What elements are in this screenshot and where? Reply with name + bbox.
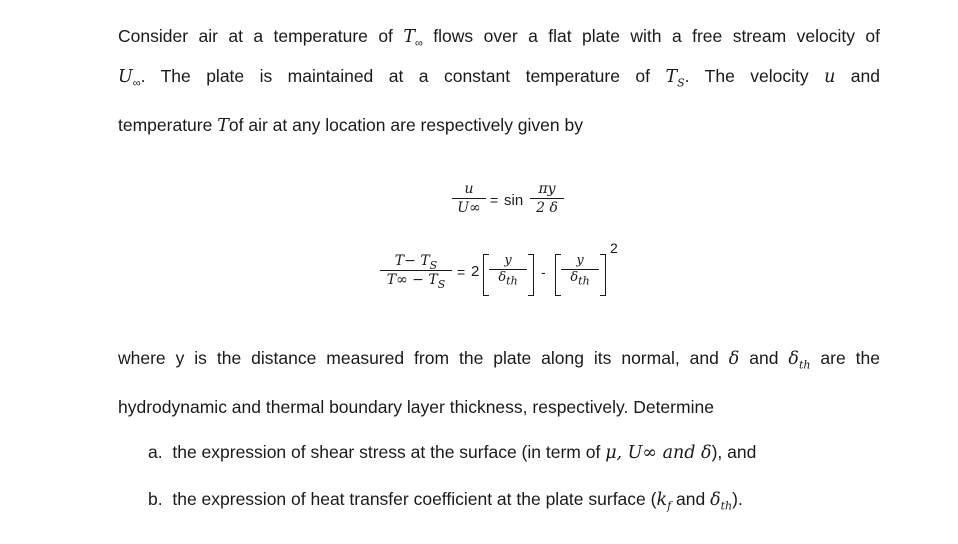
list-marker: b. [148,489,163,509]
list-text: the expression of shear stress at the surface (in term of [172,442,606,462]
intro-text: of air at any location are respectively given by [228,115,583,135]
para2-text: are the [810,348,880,368]
intro-text: temperature [118,115,218,135]
fraction-u-over-Uinf: u U∞ [452,180,486,217]
right-bracket [600,254,606,296]
fraction-piy-over-2delta: πy 2 δ [530,180,564,217]
intro-line-1 [118,24,880,49]
right-bracket [528,254,534,296]
fraction-y-over-delta-th-1: y $\delta_{th}$ [489,253,527,286]
symbol-T: T [217,116,229,136]
symbol-delta: δ [728,349,740,369]
para2-line-2: hydrodynamic and thermal boundary layer thickness, respectively. Determine [118,397,714,417]
list-text: ). [732,489,743,509]
intro-text: . The velocity [684,66,825,86]
symbol-delta-th: $\delta_{th}$ [788,349,811,372]
symbol-U-inf: $U_\infty$ [118,67,141,90]
symbol-delta-th: $\delta_{th}$ [710,490,733,513]
coefficient-two: 2 [471,263,480,280]
symbol-u: u [824,67,836,87]
math-mu-Uinf-delta: μ, U∞ and δ [605,443,712,463]
intro-text: flows over a flat plate with a free stream velocity of [422,26,880,46]
equals-sign: = [457,264,466,280]
exponent-two: 2 [610,240,618,256]
fraction-y-over-delta-th-2: y $\delta_{th}$ [561,253,599,286]
list-marker: a. [148,442,163,462]
symbol-T-inf: $T_\infty$ [403,27,423,50]
equals-sign: = [490,192,499,208]
symbol-T-s: $T_S$ [665,67,685,90]
symbol-k-f: $k_f$ [656,490,672,513]
list-text: the expression of heat transfer coefficient at the plate surface ( [172,489,657,509]
intro-text: and [835,66,881,86]
list-text: and [671,489,711,509]
intro-text: . The plate is maintained at a constant temperature of [140,66,666,86]
fraction-temperature: $T- T_S$ $T\infty - T_S$ [380,252,452,289]
intro-line-2 [118,64,880,89]
intro-text: Consider air at a temperature of [118,26,404,46]
para2-text: and [739,348,789,368]
intro-line-3 [118,113,583,138]
para2-text: where y is the distance measured from the plate along its normal, and [118,348,729,368]
sin-function: sin [504,192,524,209]
minus-sign: - [541,264,546,280]
list-text: ), and [711,442,757,462]
para2-line-1 [118,346,880,371]
list-item-a [148,440,756,465]
list-item-b [148,487,743,512]
